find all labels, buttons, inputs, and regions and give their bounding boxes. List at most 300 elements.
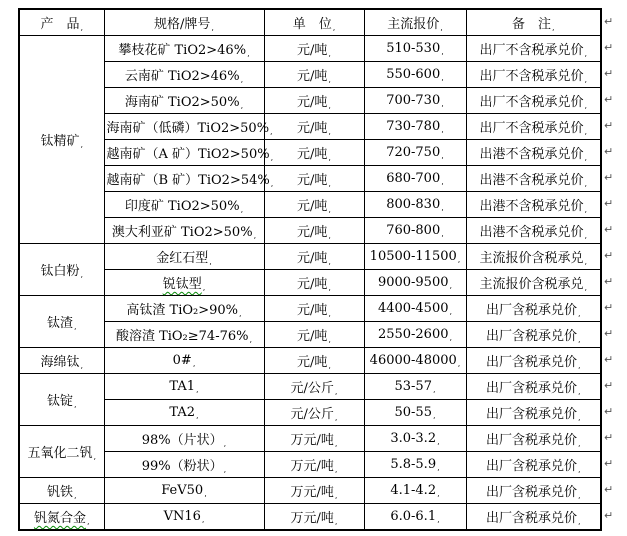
spec-cell xyxy=(104,62,264,88)
spec-cell xyxy=(104,192,264,218)
product-label: 钛渣 xyxy=(46,316,73,331)
price-cell xyxy=(364,244,466,270)
table-row xyxy=(19,166,601,192)
line-break-icon: ↵ xyxy=(604,326,614,340)
end-of-cell-mark: , xyxy=(239,309,242,318)
spec-text: 攀枝花矿 TiO2>46% xyxy=(118,43,247,58)
price-text: 3.0-3.2 xyxy=(390,431,437,446)
price-text: 730-780 xyxy=(386,119,441,134)
end-of-cell-mark: , xyxy=(441,151,444,160)
table-row xyxy=(19,270,601,296)
end-of-cell-mark: , xyxy=(192,359,196,368)
unit-text: 元/吨 xyxy=(297,355,328,370)
unit-text: 元/公斤 xyxy=(290,381,334,396)
header-product xyxy=(19,9,104,36)
price-cell xyxy=(364,348,466,374)
remark-cell xyxy=(466,270,601,296)
remark-cell xyxy=(466,452,601,478)
end-of-cell-mark: , xyxy=(80,270,84,279)
price-cell xyxy=(364,296,466,322)
unit-cell xyxy=(264,426,364,452)
remark-cell xyxy=(466,348,601,374)
spec-text: 越南矿（A 矿）TiO2>50% xyxy=(106,147,270,162)
header-price-label: 主流报价 xyxy=(387,17,440,32)
end-of-cell-mark: , xyxy=(328,257,331,266)
end-of-cell-mark: , xyxy=(73,400,77,409)
end-of-cell-mark: , xyxy=(202,283,206,292)
remark-cell xyxy=(466,192,601,218)
spec-cell xyxy=(104,270,264,296)
product-cell xyxy=(19,296,104,348)
end-of-cell-mark: , xyxy=(432,411,436,420)
end-of-cell-mark: , xyxy=(441,125,444,134)
unit-cell xyxy=(264,166,364,192)
remark-text: 出厂含税承兑价 xyxy=(485,459,577,474)
end-of-cell-mark: , xyxy=(449,333,453,342)
price-cell xyxy=(364,140,466,166)
price-text: 2550-2600 xyxy=(377,327,449,342)
end-of-cell-mark: , xyxy=(584,127,588,136)
remark-cell xyxy=(466,322,601,348)
end-of-cell-mark: , xyxy=(449,307,453,316)
end-of-cell-mark: , xyxy=(577,361,581,370)
remark-text: 出厂含税承兑价 xyxy=(485,433,577,448)
price-cell xyxy=(364,114,466,140)
line-break-icon: ↵ xyxy=(604,274,614,288)
table-row xyxy=(19,452,601,478)
spec-cell xyxy=(104,140,274,166)
product-label: 钛白粉 xyxy=(40,264,80,279)
end-of-cell-mark: , xyxy=(209,257,212,266)
unit-cell xyxy=(264,322,364,348)
remark-cell xyxy=(466,296,601,322)
table-row xyxy=(19,478,601,504)
unit-cell xyxy=(264,478,364,504)
remark-text: 出厂含税承兑价 xyxy=(485,355,577,370)
table-row xyxy=(19,296,601,322)
end-of-cell-mark: , xyxy=(334,491,338,500)
price-text: 700-730 xyxy=(386,93,441,108)
remark-text: 主流报价含税承兑 xyxy=(479,251,584,266)
end-of-cell-mark: , xyxy=(441,177,444,186)
remark-text: 出厂含税承兑价 xyxy=(485,485,577,500)
spec-cell xyxy=(104,426,264,452)
product-label: 五氧化二钒 xyxy=(27,446,93,461)
price-text: 46000-48000 xyxy=(369,353,457,368)
remark-text: 出厂不含税承兑价 xyxy=(479,43,584,58)
line-break-icon: ↵ xyxy=(604,482,614,496)
end-of-cell-mark: , xyxy=(334,465,338,474)
unit-cell xyxy=(264,374,364,400)
price-cell xyxy=(364,218,466,244)
unit-text: 元/吨 xyxy=(297,277,328,292)
line-break-icon: ↵ xyxy=(604,404,614,418)
product-cell xyxy=(19,36,104,244)
remark-cell xyxy=(466,504,601,531)
table-row xyxy=(19,244,601,270)
table-row xyxy=(19,218,601,244)
table-row xyxy=(19,62,601,88)
end-of-cell-mark: , xyxy=(328,231,331,240)
price-text: 6.0-6.1 xyxy=(390,509,437,524)
unit-text: 元/吨 xyxy=(297,147,328,162)
remark-cell xyxy=(466,218,601,244)
price-text: 510-530 xyxy=(386,41,441,56)
remark-cell xyxy=(466,400,601,426)
line-break-icon: ↵ xyxy=(604,300,614,314)
table-row xyxy=(19,114,601,140)
table-row xyxy=(19,426,601,452)
line-break-icon: ↵ xyxy=(604,66,614,80)
unit-text: 元/吨 xyxy=(297,43,328,58)
product-cell xyxy=(19,244,104,296)
end-of-cell-mark: , xyxy=(457,359,461,368)
spec-text: 越南矿（B 矿）TiO2>54% xyxy=(106,173,270,188)
price-cell xyxy=(364,426,466,452)
end-of-cell-mark: , xyxy=(332,23,336,32)
product-label: 钒铁 xyxy=(46,485,73,500)
paragraph-mark-rail xyxy=(604,8,624,528)
price-text: 50-55 xyxy=(394,405,432,420)
line-break-icon: ↵ xyxy=(604,222,614,236)
line-break-icon: ↵ xyxy=(604,378,614,392)
table-row xyxy=(19,322,601,348)
spec-text: TA1 xyxy=(169,379,196,394)
end-of-cell-mark: , xyxy=(73,491,77,500)
end-of-cell-mark: , xyxy=(240,75,244,84)
product-cell xyxy=(19,426,104,478)
remark-cell xyxy=(466,374,601,400)
price-text: 4400-4500 xyxy=(377,301,449,316)
end-of-cell-mark: , xyxy=(328,49,331,58)
end-of-cell-mark: , xyxy=(240,205,244,214)
table-row xyxy=(19,504,601,531)
product-label: 钛精矿 xyxy=(40,134,80,149)
line-break-icon: ↵ xyxy=(604,352,614,366)
unit-text: 元/吨 xyxy=(297,329,328,344)
end-of-cell-mark: , xyxy=(577,465,581,474)
line-break-icon: ↵ xyxy=(604,92,614,106)
end-of-cell-mark: , xyxy=(223,439,227,448)
end-of-cell-mark: , xyxy=(437,515,440,524)
spec-cell xyxy=(104,114,273,140)
remark-text: 出厂不含税承兑价 xyxy=(479,69,584,84)
end-of-cell-mark: , xyxy=(437,489,440,498)
remark-text: 出港不含税承兑价 xyxy=(479,147,584,162)
end-of-cell-mark: , xyxy=(247,49,250,58)
price-cell xyxy=(364,192,466,218)
end-of-cell-mark: , xyxy=(328,153,331,162)
spec-text: TA2 xyxy=(169,405,196,420)
header-product-label: 产 品 xyxy=(40,17,80,32)
spec-text: 印度矿 TiO2>50% xyxy=(124,199,240,214)
price-cell xyxy=(364,62,466,88)
spec-text: 云南矿 TiO2>46% xyxy=(124,69,240,84)
spec-text: 海南矿（低磷）TiO2>50% xyxy=(106,121,270,136)
unit-text: 元/吨 xyxy=(297,69,328,84)
remark-text: 主流报价含税承兑 xyxy=(479,277,584,292)
spec-cell xyxy=(104,504,264,531)
spec-text: FeV50 xyxy=(161,483,204,498)
header-unit xyxy=(264,9,364,36)
spec-text: 高钛渣 TiO₂>90% xyxy=(126,303,239,318)
remark-cell xyxy=(466,36,601,62)
product-label: 海绵钛 xyxy=(40,355,80,370)
remark-cell xyxy=(466,140,601,166)
spec-text: 酸溶渣 TiO₂≥74-76% xyxy=(115,329,249,344)
end-of-cell-mark: , xyxy=(577,491,581,500)
spec-cell xyxy=(104,452,264,478)
price-cell xyxy=(364,504,466,531)
price-cell xyxy=(364,400,466,426)
end-of-cell-mark: , xyxy=(270,179,274,188)
spec-cell xyxy=(104,400,264,426)
product-label: 钛锭 xyxy=(46,394,73,409)
end-of-cell-mark: , xyxy=(584,205,588,214)
remark-text: 出港不含税承兑价 xyxy=(479,225,584,240)
end-of-cell-mark: , xyxy=(441,203,444,212)
end-of-cell-mark: , xyxy=(440,23,443,32)
price-text: 720-750 xyxy=(386,145,441,160)
end-of-cell-mark: , xyxy=(577,413,581,422)
end-of-cell-mark: , xyxy=(577,335,581,344)
end-of-cell-mark: , xyxy=(270,127,273,136)
spec-cell xyxy=(104,296,264,322)
header-row xyxy=(19,9,601,36)
line-break-icon: ↵ xyxy=(604,456,614,470)
unit-cell xyxy=(264,114,364,140)
unit-text: 元/公斤 xyxy=(290,407,334,422)
price-text: 800-830 xyxy=(386,197,441,212)
header-price xyxy=(364,9,466,36)
end-of-cell-mark: , xyxy=(584,257,588,266)
unit-cell xyxy=(264,192,364,218)
end-of-cell-mark: , xyxy=(449,281,453,290)
line-break-icon: ↵ xyxy=(604,118,614,132)
price-text: 680-700 xyxy=(386,171,441,186)
unit-text: 元/吨 xyxy=(297,303,328,318)
header-remark-label: 备 注 xyxy=(511,17,551,32)
unit-cell xyxy=(264,36,364,62)
end-of-cell-mark: , xyxy=(437,437,440,446)
spec-text: 金红石型 xyxy=(156,251,209,266)
end-of-cell-mark: , xyxy=(334,439,338,448)
remark-cell xyxy=(466,426,601,452)
spec-text: 澳大利亚矿 TiO2>50% xyxy=(111,225,253,240)
remark-cell xyxy=(466,62,601,88)
remark-cell xyxy=(466,114,601,140)
end-of-cell-mark: , xyxy=(584,283,588,292)
end-of-cell-mark: , xyxy=(328,335,331,344)
remark-text: 出厂含税承兑价 xyxy=(485,303,577,318)
remark-text: 出厂含税承兑价 xyxy=(485,407,577,422)
price-cell xyxy=(364,88,466,114)
product-cell xyxy=(19,348,104,374)
end-of-cell-mark: , xyxy=(584,75,588,84)
end-of-cell-mark: , xyxy=(328,127,331,136)
unit-text: 元/吨 xyxy=(297,225,328,240)
end-of-cell-mark: , xyxy=(328,75,331,84)
end-of-cell-mark: , xyxy=(551,23,555,32)
price-text: 4.1-4.2 xyxy=(390,483,437,498)
unit-cell xyxy=(264,348,364,374)
price-cell xyxy=(364,166,466,192)
unit-text: 元/吨 xyxy=(297,251,328,266)
price-cell xyxy=(364,478,466,504)
table-row xyxy=(19,374,601,400)
line-break-icon: ↵ xyxy=(604,248,614,262)
end-of-cell-mark: , xyxy=(584,231,588,240)
product-cell xyxy=(19,478,104,504)
table-row xyxy=(19,192,601,218)
spec-cell xyxy=(104,348,264,374)
unit-cell xyxy=(264,296,364,322)
price-text: 10500-11500 xyxy=(369,249,457,264)
unit-text: 元/吨 xyxy=(297,199,328,214)
end-of-cell-mark: , xyxy=(249,335,253,344)
unit-text: 万元/吨 xyxy=(290,459,334,474)
end-of-cell-mark: , xyxy=(577,517,581,526)
remark-text: 出厂含税承兑价 xyxy=(485,381,577,396)
end-of-cell-mark: , xyxy=(253,231,257,240)
unit-cell xyxy=(264,400,364,426)
end-of-cell-mark: , xyxy=(211,23,214,32)
end-of-cell-mark: , xyxy=(328,205,331,214)
end-of-cell-mark: , xyxy=(441,229,444,238)
unit-text: 万元/吨 xyxy=(290,433,334,448)
product-label: 钒氮合金 xyxy=(33,511,86,526)
header-unit-label: 单 位 xyxy=(292,17,332,32)
price-cell xyxy=(364,322,466,348)
price-table xyxy=(18,8,602,531)
end-of-cell-mark: , xyxy=(584,101,588,110)
line-break-icon: ↵ xyxy=(604,14,614,28)
spec-cell xyxy=(104,218,264,244)
remark-text: 出厂含税承兑价 xyxy=(485,511,577,526)
spec-cell xyxy=(104,374,264,400)
end-of-cell-mark: , xyxy=(432,385,436,394)
end-of-cell-mark: , xyxy=(584,153,588,162)
unit-cell xyxy=(264,218,364,244)
spec-cell xyxy=(104,36,264,62)
line-break-icon: ↵ xyxy=(604,40,614,54)
spec-text: 锐钛型 xyxy=(162,277,202,292)
remark-cell xyxy=(466,478,601,504)
product-cell xyxy=(19,374,104,426)
end-of-cell-mark: , xyxy=(584,179,588,188)
unit-cell xyxy=(264,270,364,296)
table-row xyxy=(19,36,601,62)
price-text: 760-800 xyxy=(386,223,441,238)
unit-cell xyxy=(264,452,364,478)
end-of-cell-mark: , xyxy=(80,361,84,370)
spec-text: 99%（粉状） xyxy=(141,459,223,474)
price-text: 53-57 xyxy=(394,379,432,394)
end-of-cell-mark: , xyxy=(577,439,581,448)
remark-cell xyxy=(466,166,601,192)
remark-text: 出厂不含税承兑价 xyxy=(479,121,584,136)
spec-cell xyxy=(104,88,264,114)
spec-cell xyxy=(104,478,264,504)
end-of-cell-mark: , xyxy=(328,179,331,188)
spec-cell xyxy=(104,166,274,192)
line-break-icon: ↵ xyxy=(604,196,614,210)
header-remark xyxy=(466,9,601,36)
end-of-cell-mark: , xyxy=(334,387,338,396)
remark-text: 出厂含税承兑价 xyxy=(485,329,577,344)
end-of-cell-mark: , xyxy=(328,283,331,292)
line-break-icon: ↵ xyxy=(604,430,614,444)
end-of-cell-mark: , xyxy=(196,385,199,394)
unit-text: 万元/吨 xyxy=(290,485,334,500)
unit-cell xyxy=(264,244,364,270)
unit-cell xyxy=(264,140,364,166)
end-of-cell-mark: , xyxy=(80,23,84,32)
end-of-cell-mark: , xyxy=(204,489,207,498)
line-break-icon: ↵ xyxy=(604,144,614,158)
price-cell xyxy=(364,36,466,62)
end-of-cell-mark: , xyxy=(93,452,97,461)
end-of-cell-mark: , xyxy=(240,101,244,110)
spec-text: 海南矿 TiO2>50% xyxy=(124,95,240,110)
spec-text: VN16 xyxy=(163,509,201,524)
end-of-cell-mark: , xyxy=(86,517,90,526)
line-break-icon: ↵ xyxy=(604,508,614,522)
unit-cell xyxy=(264,88,364,114)
header-spec xyxy=(104,9,264,36)
table-row xyxy=(19,140,601,166)
price-text: 550-600 xyxy=(386,67,441,82)
end-of-cell-mark: , xyxy=(270,153,274,162)
end-of-cell-mark: , xyxy=(328,361,331,370)
end-of-cell-mark: , xyxy=(441,47,444,56)
end-of-cell-mark: , xyxy=(73,322,77,331)
price-text: 9000-9500 xyxy=(377,275,449,290)
end-of-cell-mark: , xyxy=(577,309,581,318)
end-of-cell-mark: , xyxy=(328,309,331,318)
end-of-cell-mark: , xyxy=(441,99,444,108)
price-cell xyxy=(364,270,466,296)
price-cell xyxy=(364,374,466,400)
unit-cell xyxy=(264,62,364,88)
spec-cell xyxy=(104,322,264,348)
table-row xyxy=(19,348,601,374)
spec-text: 98%（片状） xyxy=(141,433,223,448)
product-cell xyxy=(19,504,104,531)
remark-text: 出厂不含税承兑价 xyxy=(479,95,584,110)
end-of-cell-mark: , xyxy=(334,413,338,422)
unit-text: 万元/吨 xyxy=(290,511,334,526)
end-of-cell-mark: , xyxy=(80,140,84,149)
price-cell xyxy=(364,452,466,478)
end-of-cell-mark: , xyxy=(201,515,205,524)
price-text: 5.8-5.9 xyxy=(390,457,437,472)
unit-text: 元/吨 xyxy=(297,121,328,136)
line-break-icon: ↵ xyxy=(604,170,614,184)
end-of-cell-mark: , xyxy=(334,517,338,526)
header-spec-label: 规格/牌号 xyxy=(154,17,211,32)
end-of-cell-mark: , xyxy=(584,49,588,58)
end-of-cell-mark: , xyxy=(328,101,331,110)
remark-text: 出港不含税承兑价 xyxy=(479,173,584,188)
end-of-cell-mark: , xyxy=(457,255,461,264)
end-of-cell-mark: , xyxy=(196,411,199,420)
end-of-cell-mark: , xyxy=(577,387,581,396)
unit-cell xyxy=(264,504,364,531)
end-of-cell-mark: , xyxy=(223,465,227,474)
unit-text: 元/吨 xyxy=(297,173,328,188)
table-row xyxy=(19,400,601,426)
